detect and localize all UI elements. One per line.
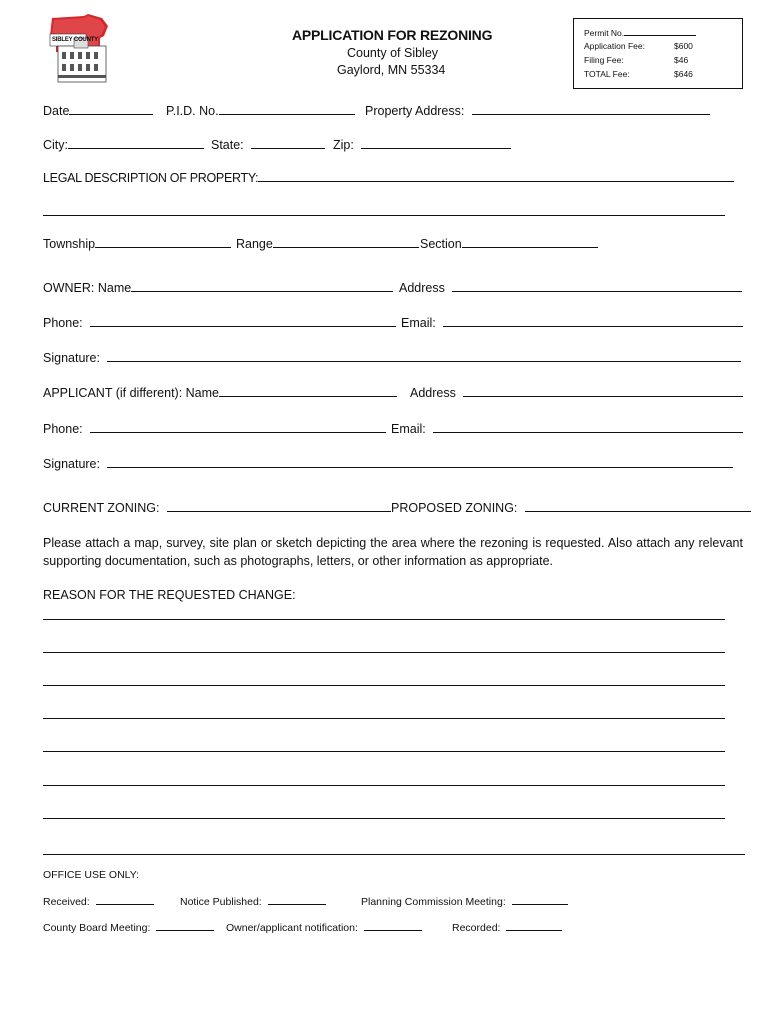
planning-commission-field[interactable]	[361, 895, 568, 908]
pid-field[interactable]	[166, 103, 355, 118]
applicant-address-field[interactable]	[410, 385, 743, 400]
permit-number-label: Permit No.	[584, 28, 625, 38]
total-fee-label: TOTAL Fee:	[584, 69, 630, 79]
pid-label: P.I.D. No.	[166, 104, 219, 118]
logo-text: SIBLEY COUNTY	[52, 37, 98, 43]
reason-label: REASON FOR THE REQUESTED CHANGE:	[43, 588, 296, 602]
fee-box	[573, 18, 743, 89]
property-address-field[interactable]	[365, 103, 710, 118]
state-field[interactable]	[211, 137, 325, 152]
filing-fee-label: Filing Fee:	[584, 55, 624, 65]
filing-fee-value: $46	[674, 55, 689, 65]
applicant-name-label: APPLICANT (if different): Name	[43, 386, 219, 400]
applicant-phone-label: Phone:	[43, 422, 83, 436]
city-label: City:	[43, 138, 68, 152]
city-field[interactable]	[43, 137, 204, 152]
proposed-zoning-field[interactable]	[391, 500, 751, 515]
proposed-zoning-label: PROPOSED ZONING:	[391, 501, 518, 515]
section-field[interactable]	[420, 236, 598, 251]
reason-line-3[interactable]	[43, 685, 725, 686]
owner-name-field[interactable]	[43, 280, 393, 295]
owner-phone-label: Phone:	[43, 316, 83, 330]
total-fee-value: $646	[674, 69, 693, 79]
township-field[interactable]	[43, 236, 231, 251]
owner-name-label: OWNER: Name	[43, 281, 132, 295]
date-label: Date	[43, 104, 70, 118]
reason-line-4[interactable]	[43, 718, 725, 719]
county-name: County of Sibley	[347, 46, 439, 60]
county-address: Gaylord, MN 55334	[337, 63, 446, 77]
received-label: Received:	[43, 896, 90, 908]
applicant-name-field[interactable]	[43, 385, 397, 400]
office-divider	[43, 854, 745, 855]
owner-notification-label: Owner/applicant notification:	[226, 922, 358, 934]
owner-email-field[interactable]	[401, 315, 743, 330]
owner-phone-field[interactable]	[43, 315, 396, 330]
legal-description-label: LEGAL DESCRIPTION OF PROPERTY:	[43, 171, 259, 185]
owner-signature-field[interactable]	[43, 350, 741, 365]
application-fee-value: $600	[674, 41, 693, 51]
owner-email-label: Email:	[401, 316, 436, 330]
section-label: Section	[420, 237, 462, 251]
date-field[interactable]	[43, 103, 153, 118]
reason-line-1[interactable]	[43, 619, 725, 620]
zip-label: Zip:	[333, 138, 354, 152]
county-board-label: County Board Meeting:	[43, 922, 151, 934]
applicant-signature-label: Signature:	[43, 457, 100, 471]
attachment-instructions: Please attach a map, survey, site plan or sketch depicting the area where the rezoning is requested. Also attach any relevant supporting documentation, such as photographs, letters, or other information as appropriate.	[43, 536, 743, 568]
state-label: State:	[211, 138, 244, 152]
applicant-email-field[interactable]	[391, 421, 743, 436]
reason-line-6[interactable]	[43, 785, 725, 786]
current-zoning-field[interactable]	[43, 500, 391, 515]
applicant-signature-field[interactable]	[43, 456, 733, 471]
reason-line-2[interactable]	[43, 652, 725, 653]
zip-field[interactable]	[333, 137, 511, 152]
planning-commission-label: Planning Commission Meeting:	[361, 896, 506, 908]
permit-number-field[interactable]	[584, 27, 696, 38]
owner-address-label: Address	[399, 281, 445, 295]
application-fee-label: Application Fee:	[584, 41, 645, 51]
notice-published-label: Notice Published:	[180, 896, 262, 908]
county-logo	[44, 12, 114, 84]
applicant-email-label: Email:	[391, 422, 426, 436]
township-label: Township	[43, 237, 96, 251]
owner-notification-field[interactable]	[226, 921, 422, 934]
page-title: APPLICATION FOR REZONING	[292, 27, 493, 43]
notice-published-field[interactable]	[180, 895, 326, 908]
recorded-label: Recorded:	[452, 922, 501, 934]
owner-signature-label: Signature:	[43, 351, 100, 365]
applicant-phone-field[interactable]	[43, 421, 386, 436]
recorded-field[interactable]	[452, 921, 562, 934]
office-use-heading: OFFICE USE ONLY:	[43, 869, 140, 881]
property-address-label: Property Address:	[365, 104, 465, 118]
county-board-field[interactable]	[43, 921, 214, 934]
applicant-address-label: Address	[410, 386, 456, 400]
range-field[interactable]	[236, 236, 419, 251]
current-zoning-label: CURRENT ZONING:	[43, 501, 160, 515]
reason-line-5[interactable]	[43, 751, 725, 752]
reason-line-7[interactable]	[43, 818, 725, 819]
received-field[interactable]	[43, 895, 154, 908]
legal-description-field[interactable]	[43, 170, 734, 185]
legal-description-line-2[interactable]	[43, 215, 725, 216]
owner-address-field[interactable]	[399, 280, 742, 295]
range-label: Range	[236, 237, 273, 251]
